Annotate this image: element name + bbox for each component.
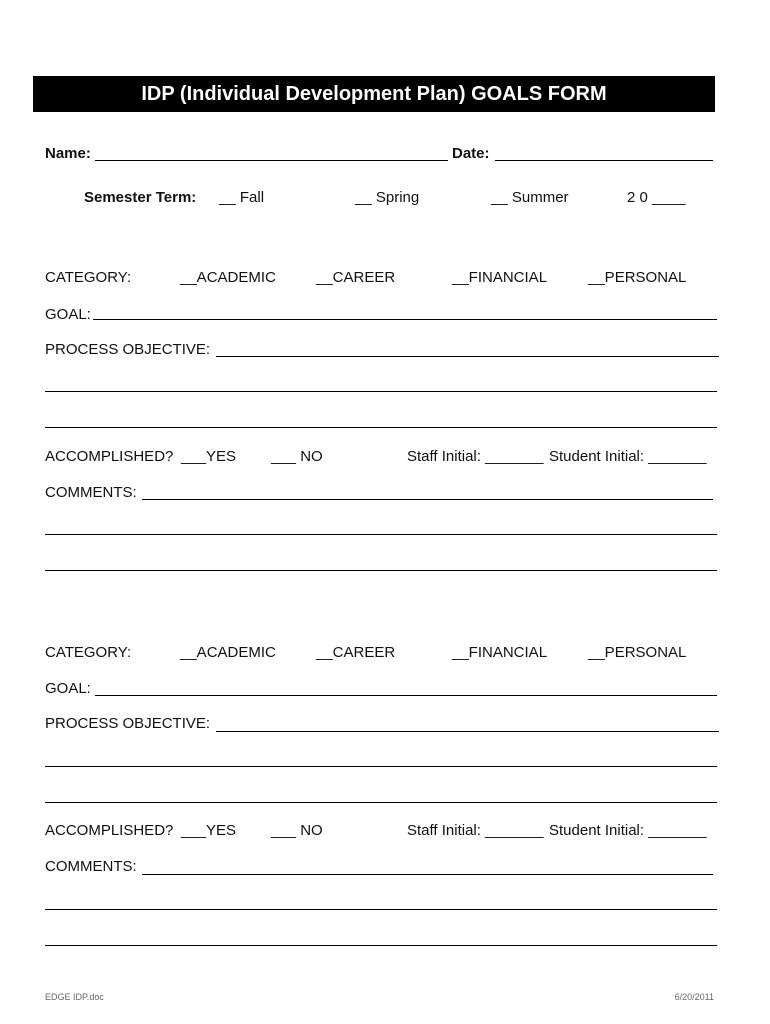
comments-line[interactable]: [45, 945, 717, 946]
process-objective-row: [0, 341, 770, 361]
form-title: IDP (Individual Development Plan) GOALS FORM: [33, 76, 715, 112]
comments-field[interactable]: [142, 499, 713, 500]
comments-row: [0, 858, 770, 878]
date-field[interactable]: [495, 160, 713, 161]
accomplished-yes-option[interactable]: ___YES: [181, 822, 237, 839]
process-objective-field[interactable]: [216, 731, 719, 732]
accomplished-row: [0, 448, 770, 468]
comments-line[interactable]: [45, 534, 717, 535]
semester-fall-option[interactable]: __ Fall: [219, 189, 265, 206]
category-row: [0, 644, 770, 664]
accomplished-row: [0, 822, 770, 842]
student-initial-field[interactable]: Student Initial: _______: [549, 448, 707, 465]
footer-date: 6/20/2011: [674, 992, 714, 1002]
comments-field[interactable]: [142, 874, 713, 875]
category-financial-option[interactable]: __FINANCIAL: [452, 644, 548, 661]
category-row: [0, 269, 770, 289]
process-objective-label: PROCESS OBJECTIVE:: [45, 341, 211, 358]
process-objective-line[interactable]: [45, 766, 717, 767]
staff-initial-field[interactable]: Staff Initial: _______: [407, 822, 544, 839]
process-objective-line[interactable]: [45, 391, 717, 392]
category-career-option[interactable]: __CAREER: [316, 644, 396, 661]
student-initial-field[interactable]: Student Initial: _______: [549, 822, 707, 839]
process-objective-line[interactable]: [45, 427, 717, 428]
date-label: Date:: [452, 145, 490, 162]
process-objective-row: [0, 715, 770, 735]
name-field[interactable]: [95, 160, 448, 161]
process-objective-field[interactable]: [216, 356, 719, 357]
comments-label: COMMENTS:: [45, 484, 137, 501]
category-academic-option[interactable]: __ACADEMIC: [180, 644, 276, 661]
goal-field[interactable]: [95, 695, 717, 696]
semester-year-field[interactable]: 2 0 ____: [627, 189, 686, 206]
category-label: CATEGORY:: [45, 644, 132, 661]
name-date-row: [0, 145, 770, 165]
staff-initial-field[interactable]: Staff Initial: _______: [407, 448, 544, 465]
comments-row: [0, 484, 770, 504]
category-personal-option[interactable]: __PERSONAL: [588, 269, 687, 286]
category-personal-option[interactable]: __PERSONAL: [588, 644, 687, 661]
semester-spring-option[interactable]: __ Spring: [355, 189, 420, 206]
process-objective-label: PROCESS OBJECTIVE:: [45, 715, 211, 732]
category-financial-option[interactable]: __FINANCIAL: [452, 269, 548, 286]
semester-label: Semester Term:: [84, 189, 197, 206]
process-objective-line[interactable]: [45, 802, 717, 803]
semester-row: [0, 189, 770, 209]
comments-label: COMMENTS:: [45, 858, 137, 875]
accomplished-label: ACCOMPLISHED?: [45, 822, 174, 839]
category-career-option[interactable]: __CAREER: [316, 269, 396, 286]
footer-filename: EDGE IDP.doc: [45, 992, 104, 1002]
goal-label: GOAL:: [45, 680, 91, 697]
accomplished-label: ACCOMPLISHED?: [45, 448, 174, 465]
semester-summer-option[interactable]: __ Summer: [491, 189, 569, 206]
goal-row: [0, 306, 770, 326]
category-label: CATEGORY:: [45, 269, 132, 286]
comments-line[interactable]: [45, 570, 717, 571]
category-academic-option[interactable]: __ACADEMIC: [180, 269, 276, 286]
goal-row: [0, 680, 770, 700]
accomplished-no-option[interactable]: ___ NO: [271, 822, 323, 839]
goal-label: GOAL:: [45, 306, 91, 323]
accomplished-no-option[interactable]: ___ NO: [271, 448, 323, 465]
comments-line[interactable]: [45, 909, 717, 910]
name-label: Name:: [45, 145, 91, 162]
goal-field[interactable]: [93, 319, 717, 320]
accomplished-yes-option[interactable]: ___YES: [181, 448, 237, 465]
